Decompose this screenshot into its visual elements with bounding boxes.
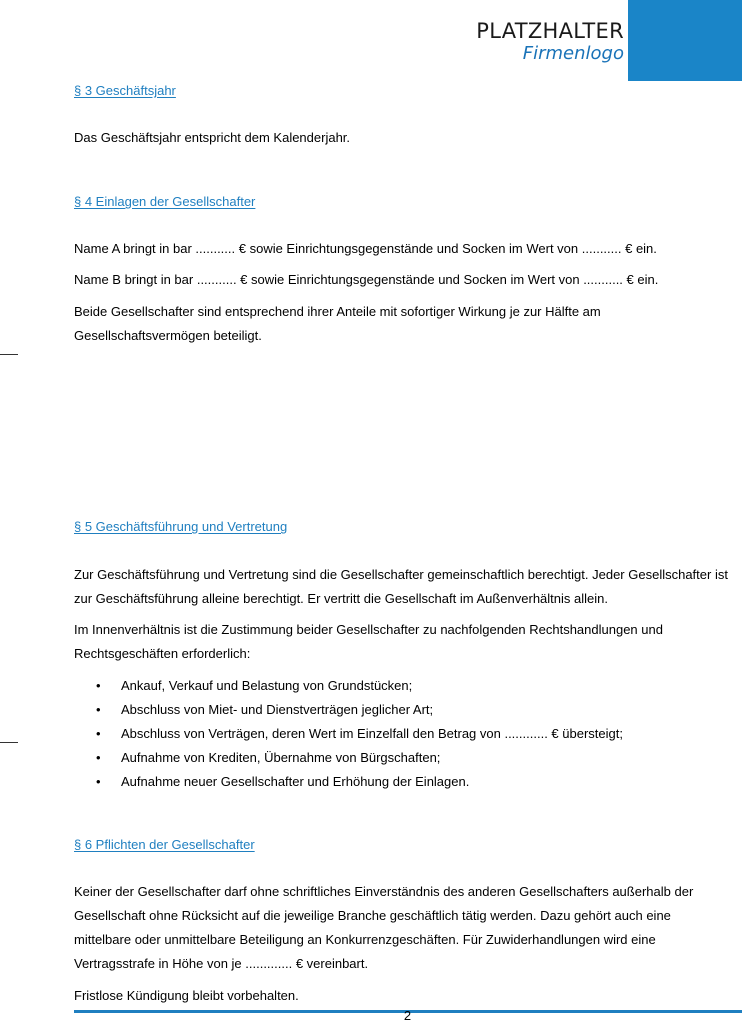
- section-6-paragraph-2: [74, 984, 742, 1008]
- list-item-text: Abschluss von Verträgen, deren Wert im Einzelfall den Betrag von ............ € übersteigt;: [121, 726, 623, 741]
- bullet-icon: •: [96, 678, 101, 693]
- bullet-list: [74, 674, 742, 794]
- text-line: Vertragsstrafe in Höhe von je ............. € vereinbart.: [74, 956, 369, 971]
- list-item: [74, 770, 742, 794]
- section-6-paragraph-1: [74, 880, 742, 976]
- text-line: Zur Geschäftsführung und Vertretung sind die Gesellschafter gemeinschaftlich berechtigt. Jeder Gesellschafter ist: [74, 567, 728, 582]
- section-6-heading: § 6 Pflichten der Gesellschafter: [74, 837, 255, 852]
- text-line: Name B bringt in bar ........... € sowie Einrichtungsgegenstände und Socken im Wert von ........... € ein.: [74, 272, 659, 287]
- bullet-icon: •: [96, 750, 101, 765]
- company-logo: [476, 18, 624, 64]
- logo-color-block: [628, 0, 742, 81]
- text-line: mittelbare oder unmittelbare Beteiligung an Konkurrenzgeschäften. Für Zuwiderhandlungen wird eine: [74, 932, 656, 947]
- text-line: Im Innenverhältnis ist die Zustimmung beider Gesellschafter zu nachfolgenden Rechtshandlungen und: [74, 622, 663, 637]
- list-item: [74, 746, 742, 770]
- section-4-line-b: [74, 268, 742, 292]
- text-line: Gesellschaftsvermögen beteiligt.: [74, 328, 262, 343]
- section-3-heading: § 3 Geschäftsjahr: [74, 83, 176, 98]
- text-line: zur Geschäftsführung alleine berechtigt. Er vertritt die Gesellschaft im Außenverhältnis allein.: [74, 591, 608, 606]
- logo-sub-text: Firmenlogo: [522, 43, 624, 64]
- margin-marker: [0, 354, 18, 355]
- margin-marker: [0, 742, 18, 743]
- bullet-icon: •: [96, 702, 101, 717]
- section-4-heading: § 4 Einlagen der Gesellschafter: [74, 194, 256, 209]
- section-3-paragraph: [74, 126, 742, 150]
- list-item-text: Abschluss von Miet- und Dienstverträgen jeglicher Art;: [121, 702, 434, 717]
- list-item: [74, 674, 742, 698]
- section-5-heading: § 5 Geschäftsführung und Vertretung: [74, 519, 288, 534]
- list-item-text: Aufnahme von Krediten, Übernahme von Bürgschaften;: [121, 750, 441, 765]
- list-item: [74, 698, 742, 722]
- list-item-text: Ankauf, Verkauf und Belastung von Grundstücken;: [121, 678, 413, 693]
- text-line: Name A bringt in bar ........... € sowie Einrichtungsgegenstände und Socken im Wert von ........... € ein.: [74, 241, 657, 256]
- section-4-line-a: [74, 237, 742, 261]
- list-item: [74, 722, 742, 746]
- text-line: Rechtsgeschäften erforderlich:: [74, 646, 251, 661]
- text-line: Fristlose Kündigung bleibt vorbehalten.: [74, 988, 299, 1003]
- text-line: Keiner der Gesellschafter darf ohne schriftliches Einverständnis des anderen Gesellschafters außerhalb der: [74, 884, 694, 899]
- text-line: Das Geschäftsjahr entspricht dem Kalenderjahr.: [74, 130, 351, 145]
- bullet-icon: •: [96, 726, 101, 741]
- section-4-paragraph: [74, 300, 742, 348]
- section-5-paragraph-1: [74, 563, 742, 611]
- section-5-paragraph-2: [74, 618, 742, 666]
- bullet-icon: •: [96, 774, 101, 789]
- logo-main-text: PLATZHALTER: [476, 19, 624, 43]
- text-line: Beide Gesellschafter sind entsprechend ihrer Anteile mit sofortiger Wirkung je zur Hälfte am: [74, 304, 601, 319]
- text-line: Gesellschaft ohne Rücksicht auf die jeweilige Branche geschäftlich tätig werden. Dazu gehört auch eine: [74, 908, 671, 923]
- page-number: 2: [403, 1008, 412, 1023]
- list-item-text: Aufnahme neuer Gesellschafter und Erhöhung der Einlagen.: [121, 774, 470, 789]
